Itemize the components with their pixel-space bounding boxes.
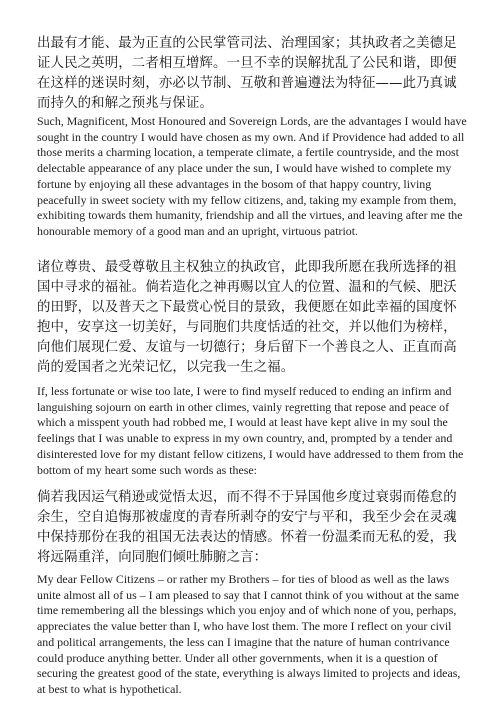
- paragraph-zh-1: 出最有才能、最为正直的公民掌管司法、治理国家；其执政者之美德足证人民之英明，二者相互增辉。一旦不幸的误解扰乱了公民和谐，即便在这样的迷误时刻，亦必以节制、互敬和普遍遵法为特征——此乃真诚而持久的和解之预兆与保证。: [37, 36, 457, 111]
- paragraph-en-3: My dear Fellow Citizens – or rather my Brothers – for ties of blood as well as the laws unite almost all of us – I am pleased to say that I cannot think of you without at the same time remembering all the blessings which you enjoy and of which none of you, perhaps, appreciates the value better than I, who have lost them. The more I reflect on your civil and political arrangements, the less can I imagine that the nature of human contrivance could produce anything better. Under all other governments, when it is a question of securing the greatest good of the state, everything is always limited to projects and ideas, at best to what is hypothetical.: [37, 572, 461, 696]
- paragraph-zh-3: 倘若我因运气稍逊或觉悟太迟，而不得不于异国他乡度过衰弱而倦怠的余生，空自追悔那被虚度的青春所剥夺的安宁与平和，我至少会在灵魂中保持那份在我的祖国无法表达的情感。怀着一份温柔而无私的爱，我将远隔重洋，向同胞们倾吐肺腑之言：: [37, 490, 457, 565]
- paragraph-zh-2: 诸位尊贵、最受尊敬且主权独立的执政官，此即我所愿在我所选择的祖国中寻求的福祉。倘若造化之神再赐以宜人的位置、温和的气候、肥沃的田野，以及普天之下最赏心悦目的景致，我便愿在如此幸福的国度怀抱中，安享这一切美好，与同胞们共度恬适的社交，并以他们为榜样，向他们展现仁爱、友谊与一切德行；身后留下一个善良之人、正直而高尚的爱国者之光荣记忆，以完我一生之福。: [37, 260, 457, 375]
- paragraph-en-2: If, less fortunate or wise too late, I were to find myself reduced to ending an infirm and languishing sojourn on earth in other climes, vainly regretting that repose and peace of which a misspent youth had robbed me, I would at least have kept alive in my soul the feelings that I was unable to express in my own country, and, prompted by a tender and disinterested love for my distant fellow citizens, I would have addressed to them from the bottom of my heart some such words as these:: [37, 384, 464, 477]
- paragraph-en-1: Such, Magnificent, Most Honoured and Sovereign Lords, are the advantages I would have sought in the country I would have chosen as my own. And if Providence had added to all those merits a charming location, a temperate climate, a fertile countryside, and the most delectable appearance of any place under the sun, I would have wished to complete my fortune by enjoying all these advantages in the bosom of that happy country, living peacefully in sweet society with my fellow citizens, and, taking my example from them, exhibiting towards them humanity, friendship and all the virtues, and leaving after me the honourable memory of a good man and an upright, virtuous patriot.: [37, 114, 467, 238]
